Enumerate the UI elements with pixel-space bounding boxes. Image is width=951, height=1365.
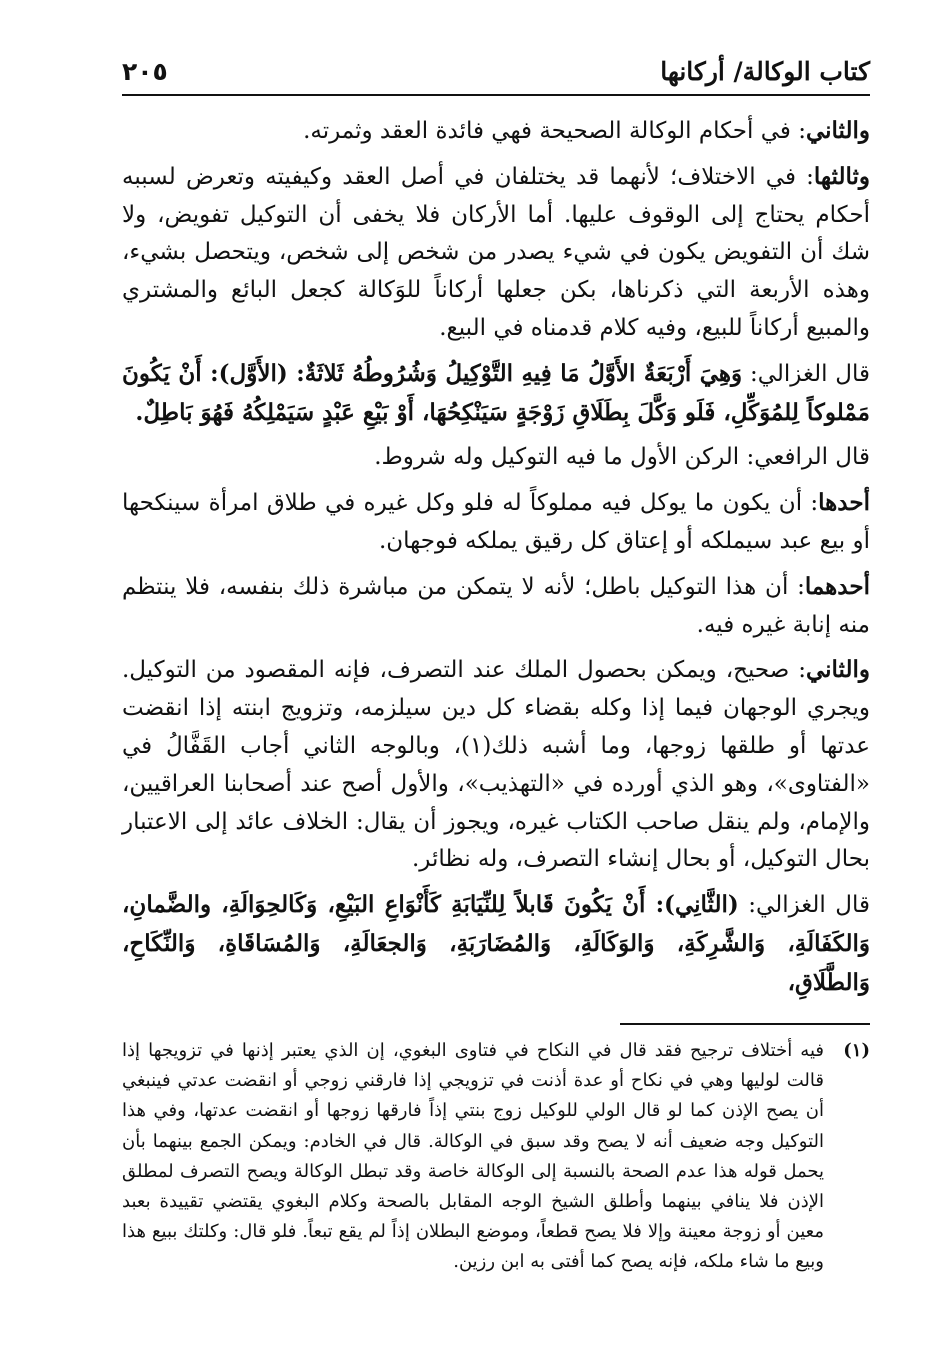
- quoted-text: (الثَّانِي): أَنْ يَكُونَ قَابلاً لِلنِّيَابَةِ كَأَنْوَاعِ البَيْعِ، وَكَالحِوَالَةِ، والضَّمانِ، وَالكَفَالَةِ، وَالشَّرِكَةِ، وَالوَكَالَةِ، وَالمُضَارَبَةِ، وَالجعَالَةِ، وَالمُسَاقَاةِ، وَالنِّكَاحِ، وَالطَّلَاقِ،: [122, 891, 870, 996]
- paragraph: [122, 158, 870, 348]
- paragraph-text: : في الاختلاف؛ لأنهما قد يختلفان في أصل العقد وكيفيته وتعرض لسببه أحكام يحتاج إلى الوقوف عليها. أما الأركان فلا يخفى أن التوكيل تفويض، ولا شك أن التفويض يكون في شيء يصدر من شخص إلى شخص، ويتحصل بشيء، وهذه الأربعة التي ذكرناها، بكن جعلها أركاناً للوَكالة كجعل البائع والمشتري والمبيع أركاناً للبيع، وفيه كلام قدمناه في البيع.: [122, 163, 870, 341]
- paragraph-text: الركن الأول ما فيه التوكيل وله شروط.: [374, 444, 740, 471]
- paragraph: [122, 568, 870, 645]
- main-text: [122, 112, 870, 1010]
- page-number: ٢٠٥: [122, 56, 168, 86]
- footnote-separator: [620, 1023, 870, 1025]
- footnote: [122, 1036, 870, 1278]
- paragraph: [122, 886, 870, 1002]
- paragraph: [122, 355, 870, 433]
- footnote-text: فيه أختلاف ترجيح فقد قال في النكاح في فتاوى البغوي، إن الذي يعتبر إذنها في تزويجها إذا قالت لوليها وهي في نكاح أو عدة أذنت في تزويجي إذا فارقني زوجي أو انقضت عدتي فينبغي أن يصح الإذن كما لو قال الولي للوكيل زوج بنتي إذاً فارقها زوجها أو انقضت عدتها، وفي هذا التوكيل وجه ضعيف أنه لا يصح وقد سبق في الوكالة. قال في الخادم: ويمكن الجمع بينهما بأن يحمل قوله هذا عدم الصحة بالنسبة إلى الوكالة خاصة وقد تبطل الوكالة ويصح التصرف لمطلق الإذن فلا ينافي بينهما وأطلق الشيخ الوجه المقابل بالصحة وكلام البغوي يقتضي تقييدة بعبد معين أو زوجة معينة وإلا فلا يصح قطعاً، وموضع البطلان إذاً لم يقع تبعاً. فلو قال: وكلتك ببيع هذا وبيع ما شاء ملكه، فإنه يصح كما أفتى به ابن رزين.: [122, 1040, 825, 1273]
- paragraph-lead: قال الغزالي:: [738, 892, 871, 919]
- quoted-text: وَهِيَ أَرْبَعَةٌ الأَوَّلُ مَا فِيهِ التَّوْكِيلُ وَشُرُوطُهُ ثَلاثَةٌ: (الأَوَّل): أَنْ يَكُونَ مَمْلوكاً لِلمُوَكِّلِ، فَلَو وَكَّلَ بِطَلَاقِ زَوْجَةٍ سَيَنْكِحُهَا، أَوْ بَيْعِ عَبْدٍ سَيَمْلِكُهُ فَهُوَ بَاطِلٌ.: [122, 359, 870, 426]
- paragraph-text: : أن هذا التوكيل باطل؛ لأنه لا يتمكن من مباشرة ذلك بنفسه، فلا ينتظم منه إنابة غيره فيه.: [122, 573, 870, 638]
- paragraph-text: : أن يكون ما يوكل فيه مملوكاً له فلو وكل غيره في طلاق امرأة سينكحها أو بيع عبد سيملكه أو إعتاق كل رقيق يملكه فوجهان.: [122, 490, 870, 554]
- paragraph-lead: قال الغزالي:: [742, 360, 870, 387]
- footnote-marker: (١): [843, 1040, 870, 1061]
- paragraph: [122, 651, 870, 879]
- paragraph-lead: أحدها: [818, 489, 870, 517]
- paragraph: [122, 484, 870, 561]
- running-title: كتاب الوكالة/ أركانها: [660, 56, 870, 86]
- paragraph-lead: والثاني: [805, 117, 870, 144]
- paragraph-lead: أحدهما: [804, 572, 870, 600]
- paragraph-text: : في أحكام الوكالة الصحيحة فهي فائدة العقد وثمرته.: [303, 118, 806, 144]
- paragraph-lead: قال الرافعي:: [739, 444, 870, 471]
- paragraph: [122, 439, 870, 477]
- paragraph: [122, 112, 870, 151]
- paragraph-lead: والثاني: [805, 656, 870, 684]
- page-header: [122, 52, 870, 96]
- paragraph-lead: وثالثها: [813, 162, 870, 190]
- paragraph-text: : صحيح، ويمكن بحصول الملك عند التصرف، فإنه المقصود من التوكيل. ويجري الوجهان فيما إذا وكله بقضاء كل دين سيلزمه، وتزويج ابنته إذا انقضت عدتها أو طلقها زوجها، وما أشبه ذلك(١)، وبالوجه الثاني أجاب القَفَّالُ في «الفتاوى»، وهو الذي أورده في «التهذيب»، والأول أصح عند أصحابنا العراقيين، والإمام، ولم ينقل صاحب الكتاب غيره، ويجوز أن يقال: الخلاف عائد إلى الاعتبار بحال التوكيل، أو بحال إنشاء التصرف، وله نظائر.: [122, 657, 870, 873]
